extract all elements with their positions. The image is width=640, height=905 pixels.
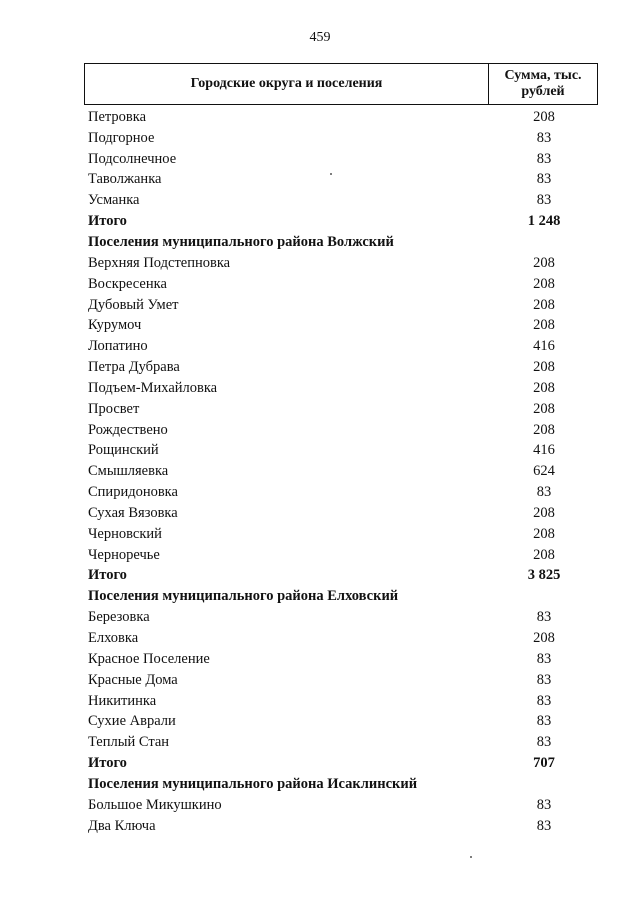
settlement-name: Таволжанка <box>88 171 162 188</box>
table-row <box>84 545 598 566</box>
amount-value: 208 <box>533 630 555 647</box>
settlement-name: Сухая Вязовка <box>88 504 178 521</box>
settlement-name: Рождествено <box>88 421 168 438</box>
amount-value: 208 <box>533 317 555 334</box>
amount-value: 83 <box>536 171 552 188</box>
amount-value: 83 <box>536 150 552 167</box>
settlement-name: Курумоч <box>88 317 142 334</box>
amount-value: 208 <box>533 108 555 125</box>
settlement-name: Спиридоновка <box>88 484 178 501</box>
amount-value: 208 <box>533 254 555 271</box>
table-row <box>84 795 598 816</box>
table-row <box>84 711 598 732</box>
table-row <box>84 295 598 316</box>
settlement-name: Елховка <box>88 630 139 647</box>
settlement-name: Подгорное <box>88 129 155 146</box>
settlement-name: Большое Микушкино <box>88 796 222 813</box>
settlement-name: Черноречье <box>88 546 160 563</box>
amount-value: 208 <box>533 379 555 396</box>
amount-value: 208 <box>533 296 555 313</box>
settlement-name: Итого <box>88 755 127 772</box>
total-row <box>84 566 598 587</box>
settlement-name: Просвет <box>88 400 140 417</box>
section-title: Поселения муниципального района Исаклинский <box>88 775 418 792</box>
amount-value: 3 825 <box>527 567 561 584</box>
column-header-name: Городские округа и поселения <box>85 64 489 104</box>
table-row <box>84 628 598 649</box>
table-row <box>84 357 598 378</box>
section-title: Поселения муниципального района Волжский <box>88 233 394 250</box>
amount-value: 83 <box>536 650 552 667</box>
total-row <box>84 753 598 774</box>
settlement-name: Итого <box>88 213 127 230</box>
table-row <box>84 190 598 211</box>
table-row <box>84 482 598 503</box>
table-row <box>84 107 598 128</box>
settlement-name: Два Ключа <box>88 817 156 834</box>
page-number: 459 <box>309 30 331 45</box>
settlement-name: Воскресенка <box>88 275 167 292</box>
table-row <box>84 378 598 399</box>
amount-value: 208 <box>533 359 555 376</box>
settlement-name: Теплый Стан <box>88 734 170 751</box>
table-row <box>84 128 598 149</box>
settlement-name: Петровка <box>88 108 147 125</box>
table-body <box>84 107 598 837</box>
settlement-name: Лопатино <box>88 338 148 355</box>
amount-value: 83 <box>536 713 552 730</box>
table-row <box>84 149 598 170</box>
table-row <box>84 253 598 274</box>
table-row <box>84 691 598 712</box>
section-heading-row <box>84 232 598 253</box>
amount-value: 208 <box>533 275 555 292</box>
amount-value: 707 <box>533 755 555 772</box>
scan-speck <box>470 856 472 858</box>
settlement-name: Смышляевка <box>88 463 169 480</box>
total-row <box>84 211 598 232</box>
settlement-name: Верхняя Подстепновка <box>88 254 231 271</box>
settlement-name: Подъем-Михайловка <box>88 379 218 396</box>
settlement-name: Подсолнечное <box>88 150 177 167</box>
section-heading-row <box>84 586 598 607</box>
table-row <box>84 315 598 336</box>
amount-value: 624 <box>533 463 555 480</box>
amount-value: 208 <box>533 525 555 542</box>
table-row <box>84 441 598 462</box>
settlement-name: Красное Поселение <box>88 650 210 667</box>
table-row <box>84 816 598 837</box>
settlement-name: Итого <box>88 567 127 584</box>
table-row <box>84 274 598 295</box>
amount-value: 416 <box>533 442 555 459</box>
settlement-name: Никитинка <box>88 692 157 709</box>
settlement-name: Петра Дубрава <box>88 359 180 376</box>
amount-value: 83 <box>536 192 552 209</box>
amount-value: 208 <box>533 546 555 563</box>
table-row <box>84 503 598 524</box>
settlement-name: Усманка <box>88 192 140 209</box>
table-header <box>84 63 598 105</box>
table-row <box>84 336 598 357</box>
table-row <box>84 399 598 420</box>
table-row <box>84 461 598 482</box>
amount-value: 83 <box>536 817 552 834</box>
amount-value: 83 <box>536 796 552 813</box>
table-row <box>84 170 598 191</box>
column-header-sum: Сумма, тыс. рублей <box>504 68 582 99</box>
settlement-name: Черновский <box>88 525 162 542</box>
table-row <box>84 670 598 691</box>
amount-value: 1 248 <box>527 213 561 230</box>
amount-value: 208 <box>533 400 555 417</box>
section-title: Поселения муниципального района Елховский <box>88 588 399 605</box>
table-row <box>84 607 598 628</box>
table-row <box>84 649 598 670</box>
amount-value: 83 <box>536 609 552 626</box>
table-row <box>84 524 598 545</box>
section-heading-row <box>84 774 598 795</box>
amount-value: 83 <box>536 734 552 751</box>
settlement-name: Дубовый Умет <box>88 296 179 313</box>
table-row <box>84 420 598 441</box>
amount-value: 83 <box>536 129 552 146</box>
settlement-name: Красные Дома <box>88 671 178 688</box>
amount-value: 83 <box>536 484 552 501</box>
amount-value: 208 <box>533 504 555 521</box>
table-row <box>84 732 598 753</box>
amount-value: 83 <box>536 692 552 709</box>
amount-value: 208 <box>533 421 555 438</box>
scan-speck <box>330 173 332 175</box>
settlement-name: Сухие Аврали <box>88 713 176 730</box>
amount-value: 83 <box>536 671 552 688</box>
settlement-name: Рощинский <box>88 442 159 459</box>
amount-value: 416 <box>533 338 555 355</box>
settlement-name: Березовка <box>88 609 150 626</box>
